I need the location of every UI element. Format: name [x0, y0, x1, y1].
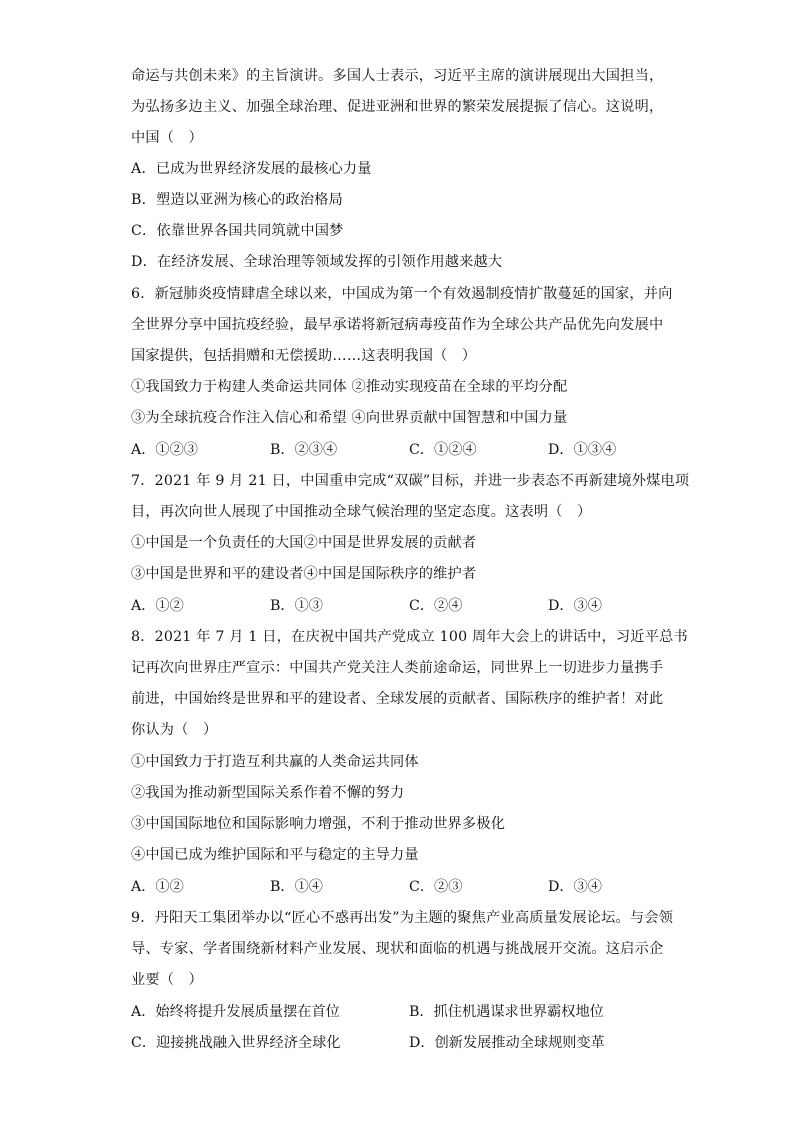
q5-option-c: C．依靠世界各国共同筑就中国梦: [131, 223, 344, 239]
q9-option-b: B．抓住机遇谋求世界霸权地位: [409, 1004, 604, 1020]
q8-statement-2: ②我国为推动新型国际关系作着不懈的努力: [131, 785, 405, 801]
q8-stem-line-2: 记再次向世界庄严宣示：中国共产党关注人类前途命运，同世界上一切进步力量携手: [131, 660, 664, 676]
q5-stem-line-2: 为弘扬多边主义、加强全球治理、促进亚洲和世界的繁荣发展提振了信心。这说明，: [131, 99, 664, 115]
q8-stem-line-1: 8．2021 年 7 月 1 日，在庆祝中国共产党成立 100 周年大会上的讲话中，习近平总书: [131, 629, 688, 645]
q9-option-c: C．迎接挑战融入世界经济全球化: [131, 1035, 341, 1051]
q8-option-b: B．①④: [270, 879, 323, 895]
q8-option-c: C．②③: [409, 879, 463, 895]
q6-statement-1: ①我国致力于构建人类命运共同体 ②推动实现疫苗在全球的平均分配: [131, 379, 568, 395]
q5-option-b: B．塑造以亚洲为核心的政治格局: [131, 192, 344, 208]
q6-statement-2: ③为全球抗疫合作注入信心和希望 ④向世界贡献中国智慧和中国力量: [131, 410, 568, 426]
q7-stem-line-1: 7．2021 年 9 月 21 日，中国重申完成“双碳”目标，并进一步表态不再新建境外煤电项: [131, 473, 690, 489]
q9-option-d: D．创新发展推动全球规则变革: [409, 1035, 605, 1051]
q7-option-d: D．③④: [548, 598, 602, 614]
q6-option-b: B．②③④: [270, 442, 338, 458]
q9-stem-line-3: 业要（ ）: [131, 972, 203, 988]
q6-option-a: A．①②③: [131, 442, 198, 458]
q5-stem-line-3: 中国（ ）: [131, 130, 203, 146]
q8-statement-1: ①中国致力于打造互利共赢的人类命运共同体: [131, 754, 419, 770]
q8-option-a: A．①②: [131, 879, 184, 895]
q6-stem-line-2: 全世界分享中国抗疫经验，最早承诺将新冠病毒疫苗作为全球公共产品优先向发展中: [131, 317, 664, 333]
q8-stem-line-4: 你认为（ ）: [131, 722, 218, 738]
q8-option-d: D．③④: [548, 879, 602, 895]
q7-statement-1: ①中国是一个负责任的大国②中国是世界发展的贡献者: [131, 535, 477, 551]
q8-statement-4: ④中国已成为维护国际和平与稳定的主导力量: [131, 847, 419, 863]
q6-stem-line-1: 6．新冠肺炎疫情肆虐全球以来，中国成为第一个有效遏制疫情扩散蔓延的国家，并向: [131, 286, 673, 302]
q5-option-a: A．已成为世界经济发展的最核心力量: [131, 161, 372, 177]
q6-option-d: D．①③④: [548, 442, 617, 458]
q7-option-a: A．①②: [131, 598, 184, 614]
q5-stem-line-1: 命运与共创未来》的主旨演讲。多国人士表示，习近平主席的演讲展现出大国担当，: [131, 68, 664, 84]
q7-option-c: C．②④: [409, 598, 463, 614]
q7-statement-2: ③中国是世界和平的建设者④中国是国际秩序的维护者: [131, 566, 477, 582]
q9-option-a: A．始终将提升发展质量摆在首位: [131, 1004, 340, 1020]
q9-stem-line-2: 导、专家、学者围绕新材料产业发展、现状和面临的机遇与挑战展开交流。这启示企: [131, 941, 664, 957]
q6-stem-line-3: 国家提供，包括捐赠和无偿援助……这表明我国（ ）: [131, 348, 477, 364]
q7-option-b: B．①③: [270, 598, 323, 614]
q5-option-d: D．在经济发展、全球治理等领域发挥的引领作用越来越大: [131, 254, 503, 270]
q7-stem-line-2: 目，再次向世人展现了中国推动全球气候治理的坚定态度。这表明（ ）: [131, 504, 592, 520]
q9-stem-line-1: 9．丹阳天工集团举办以“匠心不惑再出发”为主题的聚焦产业高质量发展论坛。与会领: [131, 910, 674, 926]
q8-stem-line-3: 前进，中国始终是世界和平的建设者、全球发展的贡献者、国际秩序的维护者！对此: [131, 691, 664, 707]
q6-option-c: C．①②④: [409, 442, 477, 458]
q8-statement-3: ③中国国际地位和国际影响力增强，不利于推动世界多极化: [131, 816, 506, 832]
